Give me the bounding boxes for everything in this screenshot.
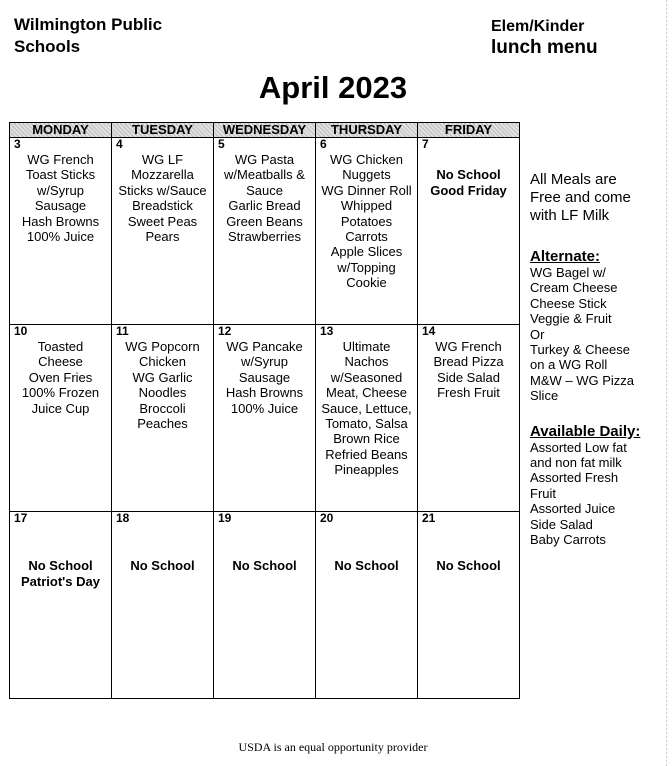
no-school-notice [112, 525, 213, 574]
daily-item: Assorted Juice [530, 501, 616, 517]
menu-item: Hash Browns [225, 385, 304, 401]
daily-item: Side Salad [530, 516, 593, 532]
menu-item: Refried Beans [325, 446, 408, 462]
menu-item: Broccoli [139, 400, 186, 416]
menu-item: Sauce [246, 182, 283, 198]
menu-item: 100% Juice [230, 400, 299, 416]
menu-item: Sauce, Lettuce, [321, 400, 412, 416]
menu-item: 100% Juice [26, 229, 95, 245]
day-number: 4 [116, 137, 123, 151]
day-cell [316, 512, 418, 699]
alternate-item: Turkey & Cheese [530, 342, 630, 358]
district-line-1: Wilmington Public [14, 15, 163, 34]
day-number: 6 [320, 137, 327, 151]
menu-items [112, 151, 213, 244]
menu-item: Sausage [238, 369, 291, 385]
daily-item: Fruit [530, 485, 556, 501]
day-number: 21 [422, 511, 436, 525]
calendar-week-row [10, 138, 520, 325]
footer-text: USDA is an equal opportunity provider [238, 740, 428, 754]
alternate-heading: Alternate: [530, 248, 601, 265]
grade-line-1: Elem/Kinder [491, 18, 585, 35]
daily-item: Baby Carrots [530, 532, 606, 548]
menu-item: Nachos [344, 354, 389, 370]
weekday-header: TUESDAY [112, 123, 214, 138]
menu-item: Peaches [137, 416, 188, 432]
menu-items [418, 338, 519, 401]
day-number: 5 [218, 137, 225, 151]
menu-item: WG Pasta [234, 152, 295, 167]
menu-item: Green Beans [226, 213, 303, 229]
menu-item: WG French [435, 339, 502, 354]
menu-item: w/Syrup [241, 354, 288, 370]
calendar-body [10, 138, 520, 699]
menu-item: Garlic Bread [228, 198, 301, 214]
menu-item: Bread Pizza [433, 354, 504, 370]
day-cell [10, 512, 112, 699]
menu-item: Fresh Fruit [437, 385, 500, 401]
no-school-notice [418, 151, 519, 199]
day-cell [214, 512, 316, 699]
menu-item: WG Chicken [330, 152, 403, 167]
menu-item: WG Popcorn [125, 339, 200, 354]
alternate-item: WG Bagel w/ [530, 265, 606, 280]
no-school-text: No School [436, 558, 501, 573]
menu-item: Juice Cup [31, 400, 90, 416]
calendar-week-row [10, 325, 520, 512]
day-number: 18 [116, 511, 130, 525]
menu-item: Whipped [340, 198, 393, 214]
menu-item: w/Syrup [37, 182, 84, 198]
menu-item: Toasted [37, 339, 84, 354]
district-name [14, 14, 214, 58]
meal-note-line: All Meals are [530, 171, 617, 188]
no-school-text: No School [436, 167, 501, 182]
day-cell [10, 138, 112, 325]
menu-items [112, 338, 213, 431]
weekday-header: WEDNESDAY [214, 123, 316, 138]
menu-item: Mozzarella [131, 167, 194, 183]
day-number: 17 [14, 511, 28, 525]
alternate-item: Or [530, 326, 545, 342]
no-school-notice [316, 525, 417, 574]
day-cell [112, 325, 214, 512]
meal-note-line: Free and come [530, 189, 631, 206]
menu-item: Sticks w/Sauce [118, 182, 207, 198]
menu-item: WG Pancake [226, 339, 303, 354]
menu-item: Pineapples [334, 462, 399, 478]
menu-item: Cheese [38, 354, 83, 370]
day-number: 14 [422, 324, 436, 338]
menu-item: Noodles [138, 385, 187, 401]
menu-item: Tomato, Salsa [325, 416, 408, 432]
menu-item: Potatoes [340, 213, 393, 229]
menu-item: w/Meatballs & [224, 167, 305, 183]
menu-item: w/Seasoned [330, 369, 403, 385]
menu-grade-label [491, 17, 598, 59]
menu-items [10, 151, 111, 244]
menu-item: Pears [145, 229, 180, 245]
day-cell [418, 325, 520, 512]
menu-item: Ultimate [342, 339, 391, 354]
alternate-item: Veggie & Fruit [530, 311, 612, 327]
menu-item: WG Dinner Roll [321, 182, 412, 198]
alternate-list [530, 265, 668, 404]
no-school-notice [418, 525, 519, 574]
menu-item: Meat, Cheese [326, 385, 407, 401]
day-cell [316, 138, 418, 325]
menu-item: WG French [27, 152, 94, 167]
day-number: 19 [218, 511, 232, 525]
page-title: April 2023 [258, 70, 408, 105]
day-number: 3 [14, 137, 21, 151]
no-school-text: Good Friday [430, 183, 507, 198]
day-cell [10, 325, 112, 512]
lunch-calendar [9, 122, 520, 699]
menu-item: WG LF [141, 152, 184, 167]
menu-items [316, 151, 417, 291]
calendar-week-row [10, 512, 520, 699]
daily-item: Assorted Low fat [530, 439, 627, 455]
day-cell [112, 138, 214, 325]
menu-item: 100% Frozen [21, 385, 100, 401]
alternate-item: Slice [530, 388, 559, 404]
day-cell [418, 138, 520, 325]
alternate-item: Cream Cheese [530, 280, 618, 296]
day-cell [316, 325, 418, 512]
menu-item: Chicken [139, 354, 186, 370]
day-cell [112, 512, 214, 699]
menu-items [214, 338, 315, 416]
menu-item: WG Garlic [132, 369, 193, 385]
no-school-text: No School [232, 558, 297, 573]
menu-item: Nuggets [342, 167, 391, 183]
menu-items [316, 338, 417, 478]
no-school-notice [214, 525, 315, 574]
menu-item: Side Salad [437, 369, 500, 385]
menu-item: Breadstick [132, 198, 193, 214]
alternate-item: M&W – WG Pizza [530, 372, 635, 388]
weekday-header: MONDAY [10, 123, 112, 138]
day-number: 13 [320, 324, 334, 338]
district-line-2: Schools [14, 37, 81, 56]
menu-item: Sausage [34, 198, 87, 214]
daily-heading: Available Daily: [530, 422, 641, 440]
meal-note [530, 171, 668, 225]
sidebar [530, 171, 668, 568]
menu-item: Apple Slices [330, 244, 403, 260]
alternate-item: on a WG Roll [530, 357, 608, 373]
no-school-text: No School [28, 558, 93, 573]
menu-items [214, 151, 315, 244]
menu-item: Carrots [345, 229, 388, 245]
weekday-header: FRIDAY [418, 123, 520, 138]
day-number: 20 [320, 511, 334, 525]
no-school-text: Patriot's Day [21, 574, 100, 589]
menu-item: Cookie [346, 275, 387, 291]
daily-item: and non fat milk [530, 455, 622, 471]
menu-item: Sweet Peas [127, 213, 198, 229]
menu-item: Toast Sticks [25, 167, 96, 183]
menu-item: Hash Browns [21, 213, 100, 229]
alternate-item: Cheese Stick [530, 295, 607, 311]
meal-note-line: with LF Milk [530, 207, 610, 224]
day-cell [214, 325, 316, 512]
weekday-header-row [10, 123, 520, 138]
grade-line-2: lunch menu [491, 37, 598, 58]
daily-list [530, 440, 668, 548]
day-cell [418, 512, 520, 699]
day-number: 10 [14, 324, 28, 338]
menu-items [10, 338, 111, 416]
menu-item: Brown Rice [333, 431, 400, 447]
no-school-text: No School [334, 558, 399, 573]
menu-item: Strawberries [228, 229, 301, 245]
weekday-header: THURSDAY [316, 123, 418, 138]
menu-item: w/Topping [337, 259, 396, 275]
day-number: 12 [218, 324, 232, 338]
no-school-text: No School [130, 558, 195, 573]
no-school-notice [10, 525, 111, 590]
day-cell [214, 138, 316, 325]
page-edge-rule [666, 0, 667, 766]
day-number: 11 [116, 324, 129, 338]
menu-item: Oven Fries [28, 369, 93, 385]
daily-item: Assorted Fresh [530, 470, 619, 486]
day-number: 7 [422, 137, 429, 151]
